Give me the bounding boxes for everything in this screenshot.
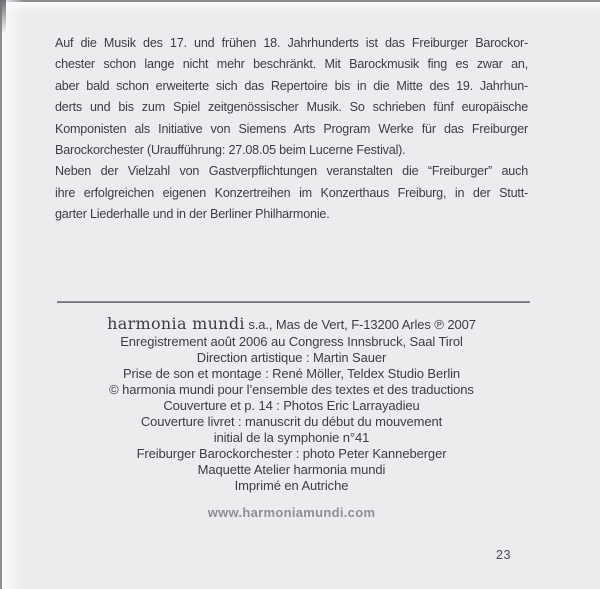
credit-line: initial de la symphonie n°41 <box>213 430 370 445</box>
publisher-line <box>55 314 528 334</box>
intro-line: chester schon lange nicht mehr beschränkt. Mit Barockmusik fing es zwar an, <box>55 57 528 72</box>
credit-line: Freiburger Barockorchester : photo Peter Kanneberger <box>136 446 447 461</box>
website-url: www.harmoniamundi.com <box>207 505 376 520</box>
page-number: 23 <box>496 548 511 562</box>
credits-block <box>55 314 528 494</box>
intro-paragraph <box>55 33 528 226</box>
credit-line: Prise de son et montage : René Möller, Teldex Studio Berlin <box>122 366 461 381</box>
intro-line: garter Liederhalle und in der Berliner Philharmonie. <box>55 207 330 222</box>
credits-lines <box>55 334 528 494</box>
intro-line: ihre erfolgreichen eigenen Konzertreihen im Konzerthaus Freiburg, in der Stutt- <box>55 185 528 200</box>
credit-line: Couverture livret : manuscrit du début du mouvement <box>140 414 443 429</box>
intro-line: Barockorchester (Uraufführung: 27.08.05 beim Lucerne Festival). <box>55 143 406 158</box>
credit-line: Couverture et p. 14 : Photos Eric Larrayadieu <box>163 398 420 413</box>
page-corner-shadow <box>0 0 6 34</box>
credit-line: Imprimé en Autriche <box>234 478 349 493</box>
page-highlight-top <box>0 2 600 13</box>
publisher-address: s.a., Mas de Vert, F-13200 Arles ℗ 2007 <box>244 317 476 332</box>
intro-line: derts und bis zum Spiel zeitgenössischer Musik. So schrieben fünf europäische <box>55 100 528 115</box>
publisher-name: harmonia mundi <box>107 314 245 333</box>
intro-line: Komponisten als Initiative von Siemens Arts Program Werke für das Freiburger <box>55 121 528 136</box>
credit-line: Enregistrement août 2006 au Congress Innsbruck, Saal Tirol <box>120 334 463 349</box>
intro-line: Neben der Vielzahl von Gastverpflichtungen veranstalten die “Freiburger” auch <box>55 164 528 179</box>
intro-line: Auf die Musik des 17. und frühen 18. Jahrhunderts ist das Freiburger Barockor- <box>55 36 528 50</box>
intro-line: aber bald schon erweiterte sich das Repertoire bis in die Mitte des 19. Jahrhun- <box>55 78 528 93</box>
section-divider <box>57 301 530 303</box>
page-highlight-left <box>2 0 24 589</box>
credit-line: Direction artistique : Martin Sauer <box>196 350 387 365</box>
credit-line: © harmonia mundi pour l’ensemble des textes et des traductions <box>109 382 474 397</box>
credit-line: Maquette Atelier harmonia mundi <box>197 462 386 477</box>
